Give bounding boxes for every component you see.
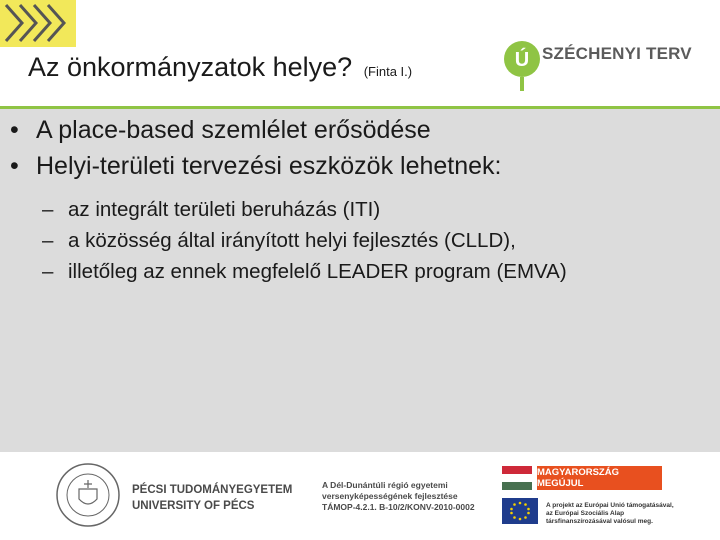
dash-marker: – [42, 198, 54, 221]
bullet-item: • A place-based szemlélet erősödése [10, 112, 710, 148]
university-logo-icon [0, 0, 76, 47]
sub-bullet-item [10, 194, 710, 225]
dash-marker: – [42, 260, 54, 283]
sub-bullet-item [10, 225, 710, 256]
title-text: Az önkormányzatok helye? [28, 52, 353, 82]
eu-line: A projekt az Európai Unió támogatásával, [546, 502, 674, 509]
title-author: (Finta I.) [363, 64, 413, 79]
eu-support-text [546, 502, 674, 526]
university-name-hu: PÉCSI TUDOMÁNYEGYETEM [132, 484, 293, 496]
project-code: TÁMOP-4.2.1. B-10/2/KONV-2010-0002 [322, 502, 475, 512]
bullet-list [10, 112, 710, 287]
university-name [132, 482, 292, 514]
university-name-en: UNIVERSITY OF PÉCS [132, 500, 255, 512]
university-seal-icon [55, 462, 121, 528]
magyarorszag-megujul-banner: MAGYARORSZÁG MEGÚJUL [537, 466, 662, 490]
project-line: versenyképességének fejlesztése [322, 491, 458, 501]
slide-title [28, 52, 412, 83]
sub-bullet-text: illetőleg az ennek megfelelő LEADER program (EMVA) [68, 260, 567, 283]
sub-bullet-item [10, 256, 710, 287]
dash-marker: – [42, 229, 54, 252]
project-line: A Dél-Dunántúli régió egyetemi [322, 480, 448, 490]
szechenyi-terv-label: SZÉCHENYI TERV [542, 44, 692, 63]
eu-line: az Európai Szociális Alap [546, 510, 625, 517]
sub-bullet-list [10, 194, 710, 287]
szechenyi-mark: Ú [514, 49, 530, 71]
sub-bullet-text: az integrált területi beruházás (ITI) [68, 198, 381, 221]
bullet-item: • Helyi-területi tervezési eszközök lehetnek: [10, 148, 710, 184]
project-text [322, 480, 475, 513]
sub-bullet-text: a közösség által irányított helyi fejlesztés (CLLD), [68, 229, 516, 252]
eu-line: társfinanszírozásával valósul meg. [546, 518, 653, 525]
eu-flag-icon [502, 498, 538, 524]
hungarian-flag-icon [502, 466, 532, 490]
szechenyi-logo-icon [500, 33, 700, 95]
